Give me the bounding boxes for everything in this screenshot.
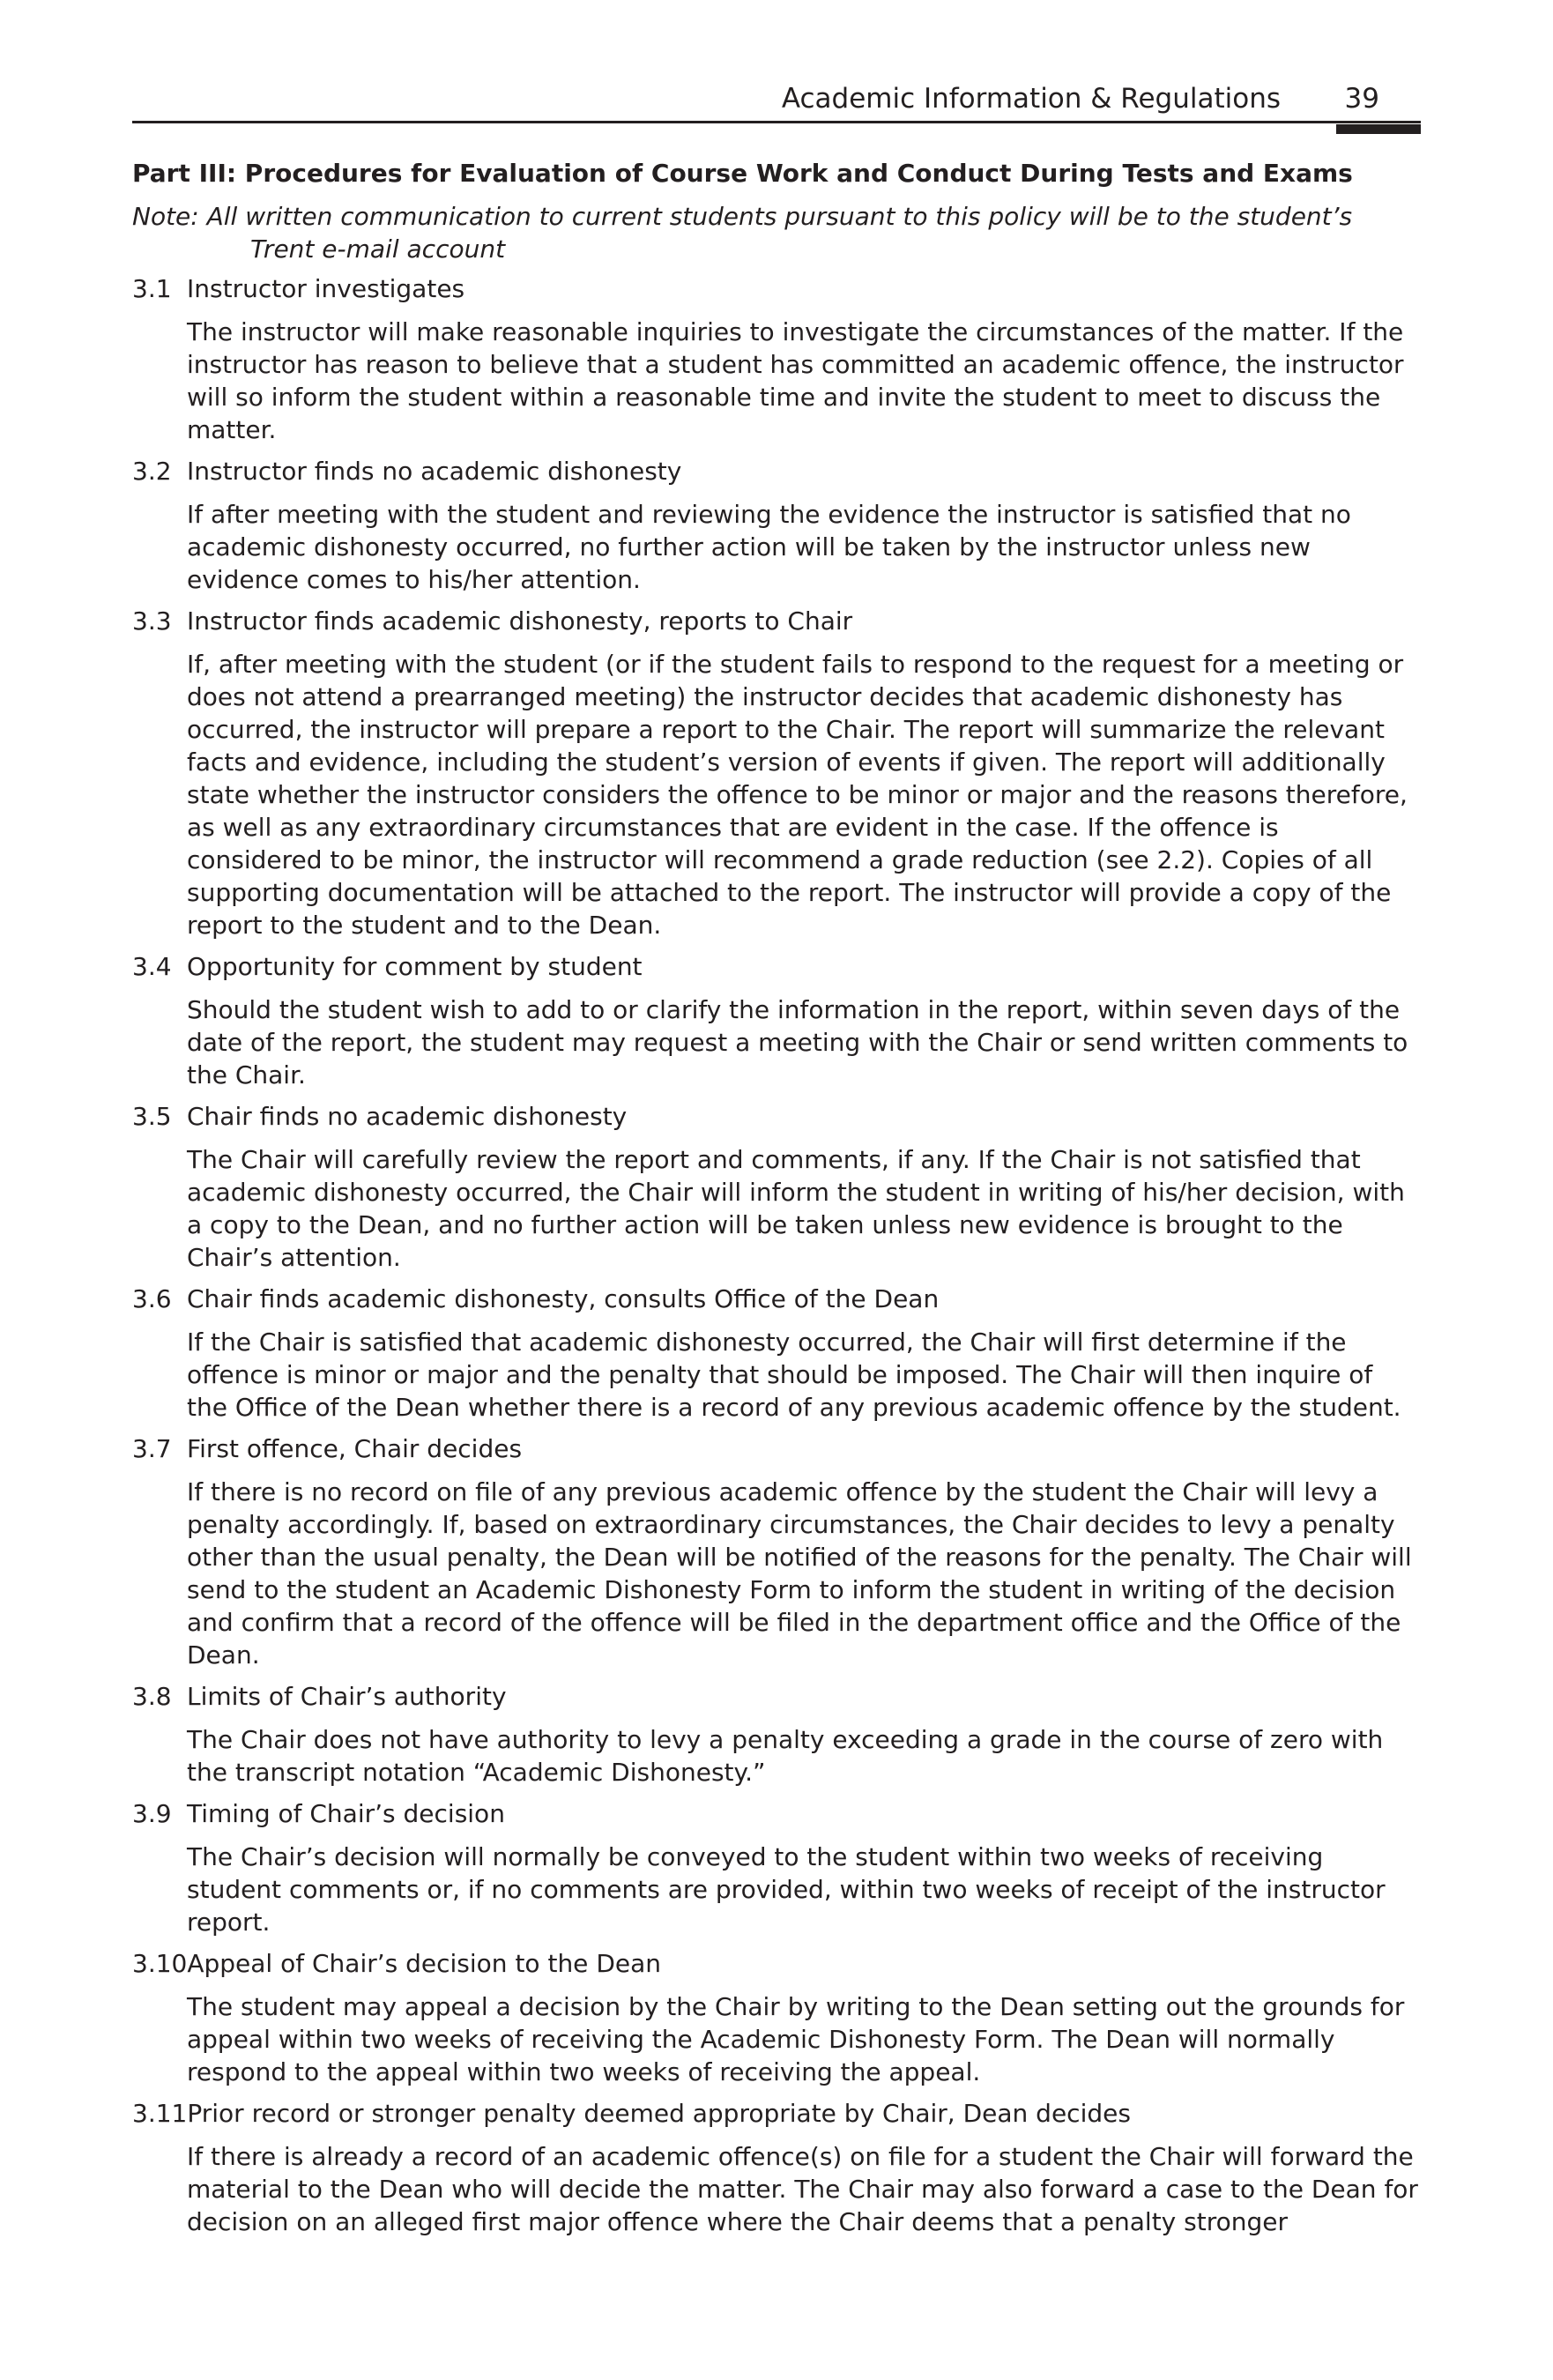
section-number: 3.10: [132, 1949, 188, 1978]
section: [132, 272, 1421, 446]
section-heading: [132, 1947, 1421, 1980]
section-body: The Chair’s decision will normally be conveyed to the student within two weeks of receiving student comments or, if no comments are provided, within two weeks of receipt of the instructor report.: [187, 1842, 1386, 1937]
header-title: Academic Information & Regulations: [781, 83, 1281, 115]
section-heading: [132, 455, 1421, 487]
section-heading: [132, 605, 1421, 637]
running-header: [132, 78, 1421, 123]
section-title: Appeal of Chair’s decision to the Dean: [187, 1949, 662, 1978]
section: [132, 1100, 1421, 1274]
section-title: Instructor investigates: [187, 274, 465, 303]
section-title: First offence, Chair decides: [187, 1434, 523, 1463]
section-title: Opportunity for comment by student: [187, 952, 643, 981]
section-number: 3.11: [132, 2099, 188, 2128]
section-body: Should the student wish to add to or clarify the information in the report, within seven days of the date of the report, the student may request a meeting with the Chair or send written comments to the Chair.: [187, 995, 1408, 1090]
section-number: 3.4: [132, 952, 172, 981]
section-title: Timing of Chair’s decision: [187, 1799, 505, 1828]
part-heading: Part III: Procedures for Evaluation of Course Work and Conduct During Tests and Exams: [132, 159, 1353, 188]
sections-list: [132, 272, 1421, 2238]
section-body: The Chair does not have authority to levy a penalty exceeding a grade in the course of zero with the transcript notation “Academic Dishonesty.”: [187, 1725, 1384, 1787]
section-body: If after meeting with the student and reviewing the evidence the instructor is satisfied that no academic dishonesty occurred, no further action will be taken by the instructor unless new evidence comes to his/her attention.: [187, 500, 1351, 594]
section-heading: [132, 272, 1421, 305]
section-number: 3.7: [132, 1434, 172, 1463]
section-body: If, after meeting with the student (or if the student fails to respond to the request for a meeting or does not attend a prearranged meeting) the instructor decides that academic dishonesty has occurred, the instructor will prepare a report to the Chair. The report will summarize the relevant facts and evidence, including the student’s version of events if given. The report will additionally state whether the instructor considers the offence to be minor or major and the reasons therefore, as well as any extraordinary circumstances that are evident in the case. If the offence is considered to be minor, the instructor will recommend a grade reduction (see 2.2). Copies of all supporting documentation will be attached to the report. The instructor will provide a copy of the report to the student and to the Dean.: [187, 650, 1408, 940]
section: [132, 1680, 1421, 1789]
section-body: If there is no record on file of any previous academic offence by the student the Chair will levy a penalty accordingly. If, based on extraordinary circumstances, the Chair decides to levy a penalty other than the usual penalty, the Dean will be notified of the reasons for the penalty. The Chair will send to the student an Academic Dishonesty Form to inform the student in writing of the decision and confirm that a record of the offence will be filed in the department office and the Office of the Dean.: [187, 1477, 1412, 1670]
section-number: 3.1: [132, 274, 172, 303]
section-title: Chair finds academic dishonesty, consults Office of the Dean: [187, 1284, 940, 1313]
section-body: If the Chair is satisfied that academic dishonesty occurred, the Chair will first determine if the offence is minor or major and the penalty that should be imposed. The Chair will then inquire of the Office of the Dean whether there is a record of any previous academic offence by the student.: [187, 1328, 1401, 1422]
section-heading: [132, 1283, 1421, 1315]
section: [132, 1283, 1421, 1424]
policy-note: Note: All written communication to current students pursuant to this policy will be to the student’s Trent e-mail account: [132, 202, 1353, 264]
section-title: Chair finds no academic dishonesty: [187, 1102, 628, 1131]
section: [132, 950, 1421, 1091]
header-bar: [1336, 124, 1421, 134]
section-body: If there is already a record of an academic offence(s) on file for a student the Chair will forward the material to the Dean who will decide the matter. The Chair may also forward a case to the Dean for decision on an alleged first major offence where the Chair deems that a penalty stronger: [187, 2142, 1418, 2236]
section: [132, 1432, 1421, 1671]
page-number: 39: [1344, 83, 1379, 115]
header-rule: [132, 121, 1421, 123]
section-heading: [132, 950, 1421, 983]
section: [132, 455, 1421, 596]
section: [132, 2097, 1421, 2238]
section-heading: [132, 1797, 1421, 1830]
section-title: Instructor finds no academic dishonesty: [187, 457, 682, 486]
main-content: [132, 157, 1421, 2247]
section-number: 3.9: [132, 1799, 172, 1828]
section-body: The Chair will carefully review the report and comments, if any. If the Chair is not satisfied that academic dishonesty occurred, the Chair will inform the student in writing of his/her decision, with a copy to the Dean, and no further action will be taken unless new evidence is brought to the Chair’s attention.: [187, 1145, 1405, 1272]
section-number: 3.8: [132, 1682, 172, 1711]
section: [132, 1947, 1421, 2088]
section: [132, 1797, 1421, 1938]
section-heading: [132, 2097, 1421, 2130]
section-body: The student may appeal a decision by the Chair by writing to the Dean setting out the grounds for appeal within two weeks of receiving the Academic Dishonesty Form. The Dean will normally respond to the appeal within two weeks of receiving the appeal.: [187, 1992, 1405, 2086]
section-number: 3.5: [132, 1102, 172, 1131]
section-number: 3.6: [132, 1284, 172, 1313]
section-title: Limits of Chair’s authority: [187, 1682, 507, 1711]
section-heading: [132, 1100, 1421, 1133]
section-title: Instructor finds academic dishonesty, reports to Chair: [187, 606, 853, 636]
section-title: Prior record or stronger penalty deemed appropriate by Chair, Dean decides: [187, 2099, 1131, 2128]
section-heading: [132, 1432, 1421, 1465]
section-heading: [132, 1680, 1421, 1713]
section-number: 3.3: [132, 606, 172, 636]
section: [132, 605, 1421, 941]
section-body: The instructor will make reasonable inquiries to investigate the circumstances of the matter. If the instructor has reason to believe that a student has committed an academic offence, the instructor will so inform the student within a reasonable time and invite the student to meet to discuss the matter.: [187, 317, 1404, 444]
section-number: 3.2: [132, 457, 172, 486]
